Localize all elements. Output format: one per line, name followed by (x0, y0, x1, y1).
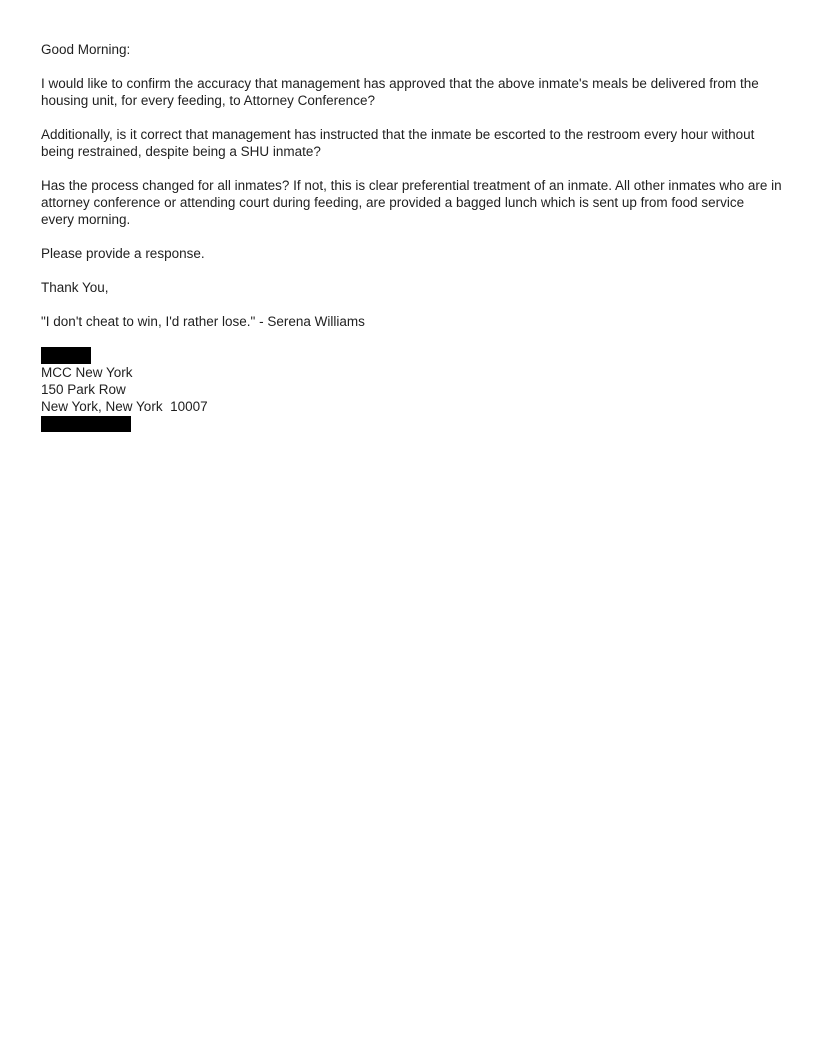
paragraph-restroom-escort (41, 126, 776, 160)
closing-request-text: Please provide a response. (41, 246, 205, 261)
paragraph-line: every morning. (41, 212, 131, 227)
signature-street: 150 Park Row (41, 382, 126, 397)
paragraph-line: I would like to confirm the accuracy that management has approved that the above inmate's meals be delivered from the (41, 76, 759, 91)
closing-request (41, 245, 776, 262)
redacted-phone-bar (41, 416, 131, 432)
paragraph-meals-confirmation (41, 75, 776, 109)
paragraph-process-change (41, 177, 782, 228)
greeting-text: Good Morning: (41, 42, 131, 57)
signature-quote-text: "I don't cheat to win, I'd rather lose." - Serena Williams (41, 314, 365, 329)
paragraph-line: attorney conference or attending court during feeding, are provided a bagged lunch which is sent up from food service (41, 195, 745, 210)
paragraph-line: Has the process changed for all inmates? If not, this is clear preferential treatment of an inmate. All other inmates who are in (41, 178, 782, 193)
paragraph-line: housing unit, for every feeding, to Attorney Conference? (41, 93, 375, 108)
greeting (41, 41, 776, 58)
thank-you (41, 279, 776, 296)
signature-organization: MCC New York (41, 365, 133, 380)
thank-you-text: Thank You, (41, 280, 109, 295)
paragraph-line: Additionally, is it correct that management has instructed that the inmate be escorted to the restroom every hour without (41, 127, 755, 142)
redacted-name-bar (41, 347, 91, 364)
paragraph-line: being restrained, despite being a SHU inmate? (41, 144, 321, 159)
signature-quote (41, 313, 776, 330)
signature-city-state-zip: New York, New York 10007 (41, 399, 208, 414)
signature-block (41, 347, 776, 432)
